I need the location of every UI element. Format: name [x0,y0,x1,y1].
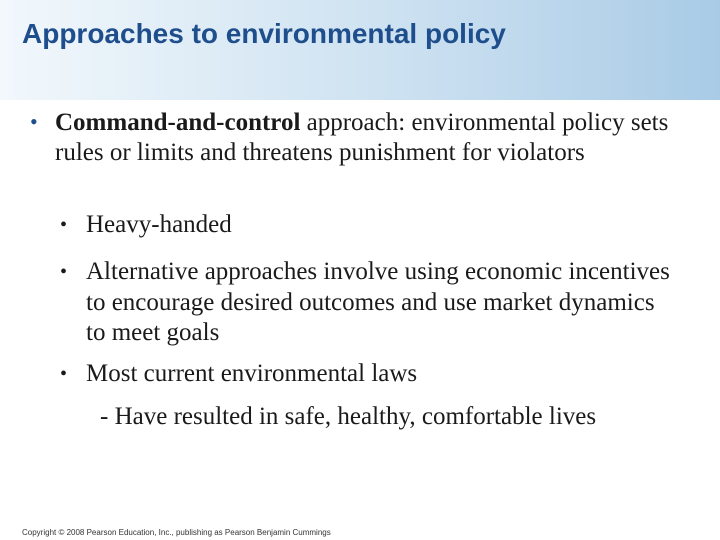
main-bullet-bold-term: Command-and-control [55,109,301,136]
sub-bullet-alternative-approaches [60,257,680,349]
main-bullet [30,108,690,168]
bullet-icon: • [60,214,68,236]
dash-item: - Have resulted in safe, healthy, comfortable lives [100,403,597,430]
sub-bullet-heavy-handed [60,210,680,241]
sub-bullet-text: Alternative approaches involve using economic incentives to encourage desired outcomes and use market dynamics to meet goals [86,258,670,346]
bullet-icon: • [60,363,68,385]
sub-bullet-current-laws [60,359,680,390]
slide-title: Approaches to environmental policy [22,18,506,49]
main-bullet-rest: approach: environmental policy sets rules or limits and threatens punishment for violators [55,109,669,166]
sub-bullet-text: Most current environmental laws [86,360,418,387]
copyright-footer: Copyright © 2008 Pearson Education, Inc., publishing as Pearson Benjamin Cummings [22,528,331,537]
bullet-icon: • [60,261,68,283]
main-bullet-text [30,108,690,168]
bullet-icon: • [30,109,38,134]
sub-bullet-text: Heavy-handed [86,211,232,238]
